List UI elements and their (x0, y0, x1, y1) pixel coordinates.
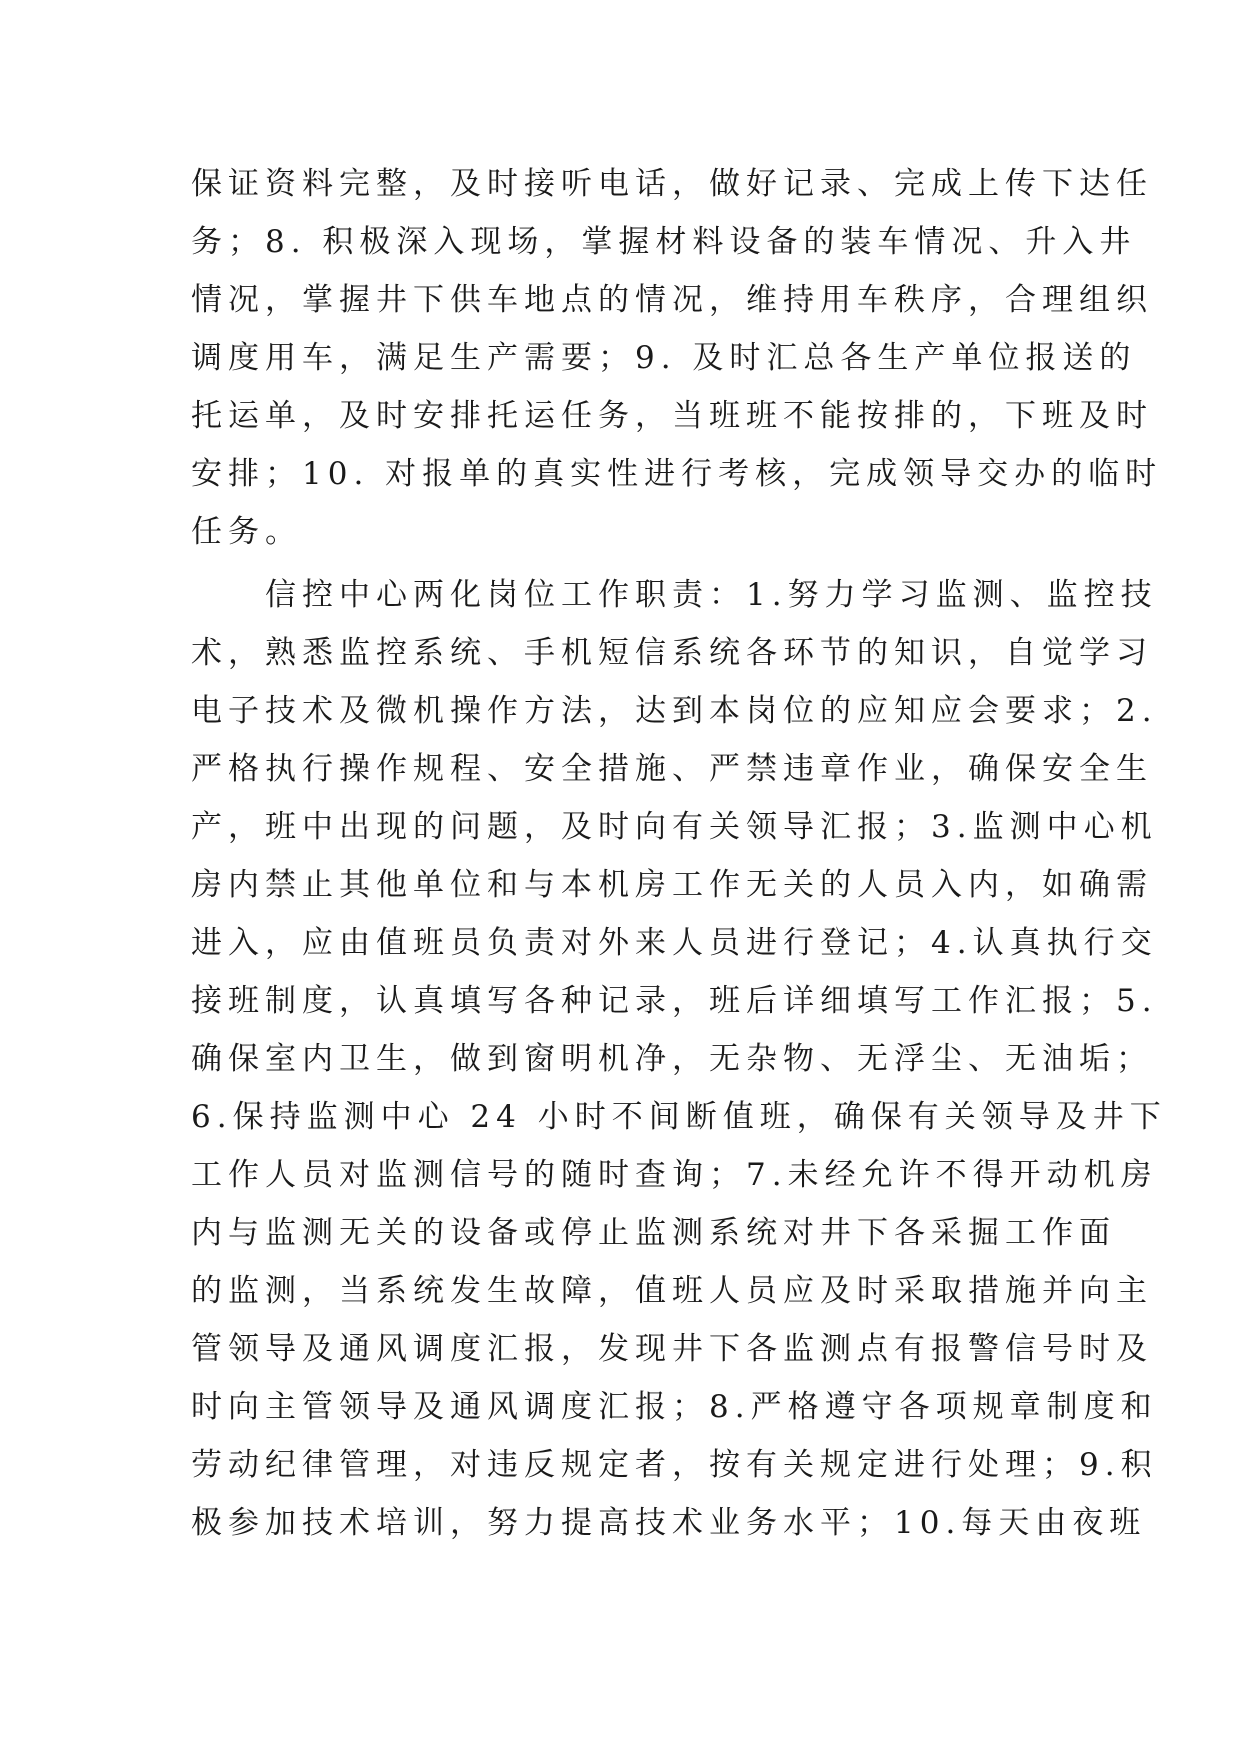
text-line: 产，班中出现的问题，及时向有关领导汇报；3.监测中心机 (191, 809, 1158, 845)
text-line: 务；8. 积极深入现场，掌握材料设备的装车情况、升入井 (191, 224, 1137, 260)
text-line: 接班制度，认真填写各种记录，班后详细填写工作汇报；5. (191, 983, 1158, 1019)
text-line: 时向主管领导及通风调度汇报；8.严格遵守各项规章制度和 (191, 1389, 1158, 1425)
paragraph-continued (191, 155, 1163, 561)
text-line: 调度用车，满足生产需要；9. 及时汇总各生产单位报送的 (191, 340, 1137, 376)
text-line: 保证资料完整，及时接听电话，做好记录、完成上传下达任 (191, 166, 1153, 202)
text-line: 6.保持监测中心 24 小时不间断值班，确保有关领导及井下 (191, 1099, 1167, 1135)
text-line: 极参加技术培训，努力提高技术业务水平；10.每天由夜班 (191, 1505, 1147, 1541)
paragraph-info-control-center-duties (191, 566, 1167, 1552)
text-line: 严格执行操作规程、安全措施、严禁违章作业，确保安全生 (191, 751, 1153, 787)
text-line: 术，熟悉监控系统、手机短信系统各环节的知识，自觉学习 (191, 635, 1153, 671)
text-line: 内与监测无关的设备或停止监测系统对井下各采掘工作面 (191, 1215, 1116, 1251)
text-line: 任务。 (191, 514, 302, 550)
text-line: 确保室内卫生，做到窗明机净，无杂物、无浮尘、无油垢； (191, 1041, 1153, 1077)
text-line: 房内禁止其他单位和与本机房工作无关的人员入内，如确需 (191, 867, 1153, 903)
text-line: 工作人员对监测信号的随时查询；7.未经允许不得开动机房 (191, 1157, 1158, 1193)
text-line: 电子技术及微机操作方法，达到本岗位的应知应会要求；2. (191, 693, 1158, 729)
text-line: 情况，掌握井下供车地点的情况，维持用车秩序，合理组织 (191, 282, 1153, 318)
text-line: 安排；10. 对报单的真实性进行考核，完成领导交办的临时 (191, 456, 1163, 492)
text-line: 进入，应由值班员负责对外来人员进行登记；4.认真执行交 (191, 925, 1158, 961)
text-line: 信控中心两化岗位工作职责：1.努力学习监测、监控技 (191, 577, 1158, 613)
text-line: 管领导及通风调度汇报，发现井下各监测点有报警信号时及 (191, 1331, 1153, 1367)
text-line: 劳动纪律管理，对违反规定者，按有关规定进行处理；9.积 (191, 1447, 1158, 1483)
text-line: 的监测，当系统发生故障，值班人员应及时采取措施并向主 (191, 1273, 1153, 1309)
text-line: 托运单，及时安排托运任务，当班班不能按排的，下班及时 (191, 398, 1153, 434)
